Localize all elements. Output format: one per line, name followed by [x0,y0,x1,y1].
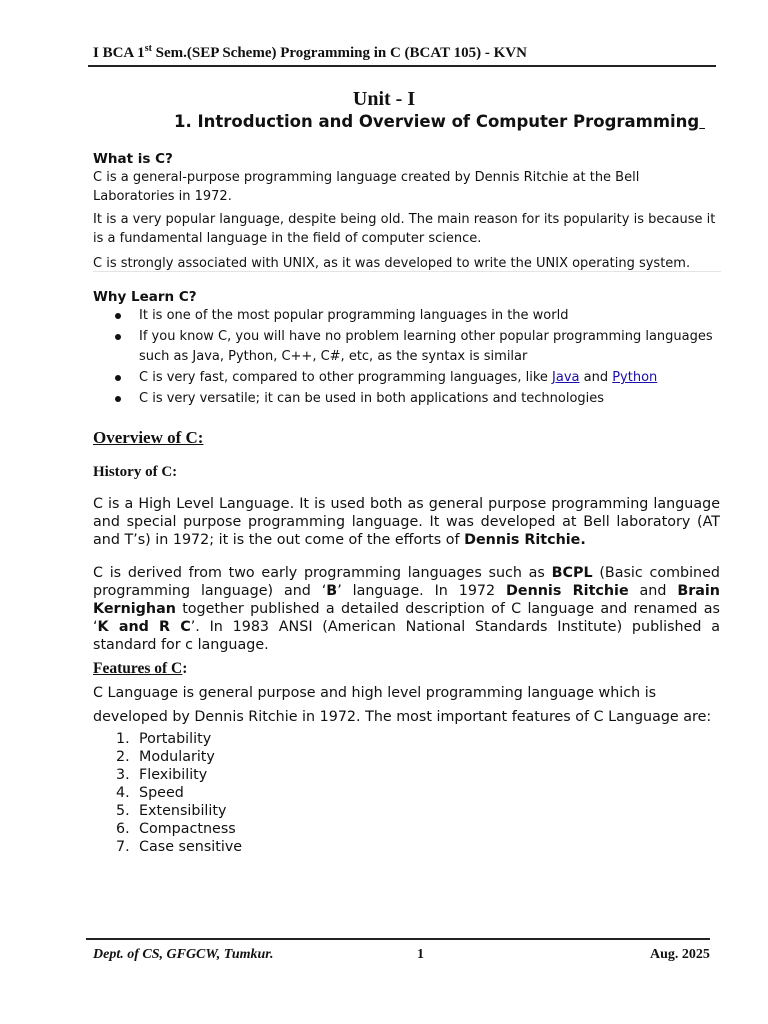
features-list [93,730,242,856]
history-paragraph-2 [93,564,720,654]
feature-item: Speed [139,785,184,801]
feature-item: Flexibility [139,767,208,783]
feature-item: Extensibility [139,803,227,819]
bullet-icon [115,396,121,402]
list-item [93,327,713,367]
list-item [93,389,713,409]
why-learn-list [93,306,713,410]
p2-b: (Basic combined programming language) and ‘ [93,565,720,599]
what-is-c-paragraph-1: C is a general-purpose programming language created by Dennis Ritchie at the Bell Laboratories in 1972. [93,170,640,204]
heading-history-of-c [93,464,177,481]
list-item [93,820,242,838]
features-heading-colon: : [182,660,188,677]
p2-kr: K and R C [97,619,191,635]
bullet-icon [115,313,121,319]
bullet-text-mid: and [579,370,613,385]
p2-brain: Brain Kernighan [93,583,720,617]
bullet-icon [115,375,121,381]
features-intro-line-1: C Language is general purpose and high level programming language which is [93,685,657,701]
python-link[interactable]: Python [612,370,658,385]
item-number: 2. [116,749,130,765]
p2-d: together published a detailed description of C language and renamed as ‘ [93,601,720,635]
history-p1-text: C is a High Level Language. It is used both as general purpose programming language and special purpose programming language. It was developed at Bell laboratory (AT and T’s) in 1972; it is the out come of the efforts of [93,496,720,548]
heading-overview-of-c: Overview of C: [93,428,204,447]
features-heading-text: Features of C [93,660,183,677]
history-heading-colon: : [172,464,178,480]
chapter-title [174,112,705,131]
item-number: 1. [116,731,130,747]
list-item [93,784,242,802]
list-item [93,306,713,326]
chapter-title-text: 1. Introduction and Overview of Computer Programming [174,112,700,131]
header-rest: Sem.(SEP Scheme) Programming in C (BCAT 105) - KVN [151,45,527,61]
heading-what-is-c: What is C? [93,151,173,167]
p2-bcpl: BCPL [551,565,593,581]
bullet-text: It is one of the most popular programming languages in the world [139,308,569,323]
item-number: 4. [116,785,130,801]
section-divider [93,271,721,272]
history-heading-text: History of C [93,464,173,480]
what-is-c-paragraph-2: It is a very popular language, despite being old. The main reason for its popularity is because it is a fundamental language in the field of computer science. [93,212,716,246]
heading-why-learn-c: Why Learn C? [93,289,197,305]
item-number: 7. [116,839,130,855]
unit-title: Unit - I [352,88,416,110]
header-prefix: I BCA 1 [93,45,145,61]
bullet-text: C is very versatile; it can be used in both applications and technologies [139,391,605,406]
list-item [93,748,242,766]
what-is-c-paragraph-3: C is strongly associated with UNIX, as it was developed to write the UNIX operating system. [93,256,691,271]
heading-features-of-c [93,660,187,678]
p2-dennis: Dennis Ritchie [506,583,629,599]
header-rule [88,65,716,67]
footer-date: Aug. 2025 [650,947,710,962]
p2-and: and [628,583,678,599]
list-item [93,730,242,748]
features-intro-line-2: developed by Dennis Ritchie in 1972. The most important features of C Language are: [93,709,712,725]
footer-page-number: 1 [417,947,424,962]
list-item [93,838,242,856]
footer-department: Dept. of CS, GFGCW, Tumkur. [93,947,274,962]
footer-rule [86,938,710,940]
item-number: 5. [116,803,130,819]
history-paragraph-1 [93,495,720,549]
p2-c: ’ language. In 1972 [337,583,507,599]
history-p1-bold: Dennis Ritchie. [464,532,586,548]
feature-item: Case sensitive [139,839,243,855]
p2-B: B [326,583,338,599]
item-number: 6. [116,821,130,837]
chapter-title-underline [699,112,705,131]
feature-item: Portability [139,731,212,747]
feature-item: Compactness [139,821,236,837]
bullet-icon [115,334,121,340]
list-item [93,368,713,388]
java-link[interactable]: Java [552,370,580,385]
bullet-text-pre: C is very fast, compared to other programming languages, like [139,370,553,385]
feature-item: Modularity [139,749,215,765]
running-header [93,43,713,62]
list-item [93,802,242,820]
p2-a: C is derived from two early programming languages such as [93,565,552,581]
header-superscript: st [144,43,152,54]
list-item [93,766,242,784]
bullet-text: If you know C, you will have no problem learning other popular programming languages such as Java, Python, C++, C#, etc, as the syntax is similar [139,329,713,364]
item-number: 3. [116,767,130,783]
p2-e: ’. In 1983 ANSI (American National Standards Institute) published a standard for c language. [93,619,720,653]
